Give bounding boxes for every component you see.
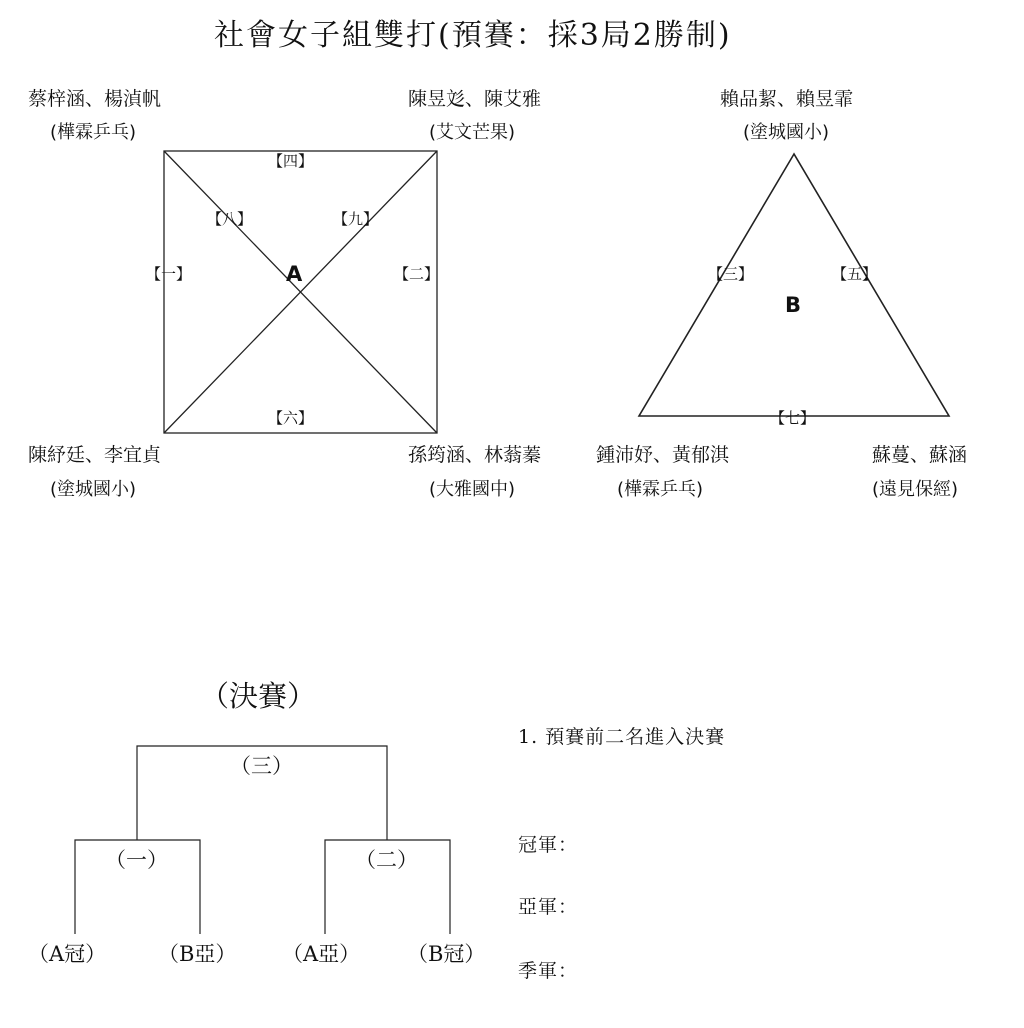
rule-note: 1. 預賽前二名進入決賽 xyxy=(518,726,726,748)
final-slot-a-runner-up: （A亞） xyxy=(282,942,361,966)
group-a-team-4-club: (大雅國中) xyxy=(429,479,516,500)
group-a-match-9: 【九】 xyxy=(333,210,379,228)
runner-up-label: 亞軍： xyxy=(518,896,579,918)
group-a-match-1: 【一】 xyxy=(146,265,192,283)
group-a-team-2-club: (艾文芒果) xyxy=(429,122,516,143)
group-b-match-7: 【七】 xyxy=(770,409,816,427)
group-b-team-3-club: (遠見保經) xyxy=(872,479,959,500)
group-b-match-5: 【五】 xyxy=(832,265,878,283)
group-b-triangle xyxy=(639,154,949,416)
final-slot-a-champion: （A冠） xyxy=(28,942,107,966)
group-b-team-2-club: (樺霖乒乓) xyxy=(617,479,704,500)
final-match-3: （三） xyxy=(230,754,293,778)
group-a-match-8: 【八】 xyxy=(207,210,253,228)
group-b-match-3: 【三】 xyxy=(708,265,754,283)
group-a-match-4: 【四】 xyxy=(268,152,314,170)
group-b-team-3-players: 蘇蔓、蘇涵 xyxy=(872,444,968,466)
group-a-team-1-players: 蔡梓涵、楊湞帆 xyxy=(28,88,162,110)
final-slot-b-champion: （B冠） xyxy=(407,942,486,966)
third-place-label: 季軍： xyxy=(518,960,579,982)
group-a-match-2: 【二】 xyxy=(394,265,440,283)
group-b-team-1-club: (塗城國小) xyxy=(743,122,830,143)
group-b-team-2-players: 鍾沛妤、黃郁淇 xyxy=(596,444,730,466)
group-b-label: B xyxy=(785,293,802,317)
group-a-team-3-players: 陳紓廷、李宜貞 xyxy=(28,444,162,466)
final-match-1: （一） xyxy=(105,848,168,872)
final-title: （決賽） xyxy=(200,679,317,713)
champion-label: 冠軍： xyxy=(518,834,579,856)
group-b-team-1-players: 賴品絜、賴昱霏 xyxy=(720,88,854,110)
group-a-label: A xyxy=(286,262,303,286)
page-title: 社會女子組雙打(預賽：採3局2勝制) xyxy=(214,18,732,53)
group-a-team-1-club: (樺霖乒乓) xyxy=(50,122,137,143)
final-slot-b-runner-up: （B亞） xyxy=(158,942,237,966)
group-a-team-2-players: 陳昱彣、陳艾雅 xyxy=(408,88,542,110)
final-match-2: （二） xyxy=(355,848,418,872)
group-a-match-6: 【六】 xyxy=(268,409,314,427)
group-a-team-4-players: 孫筠涵、林蓊蓁 xyxy=(408,444,542,466)
group-a-team-3-club: (塗城國小) xyxy=(50,479,137,500)
